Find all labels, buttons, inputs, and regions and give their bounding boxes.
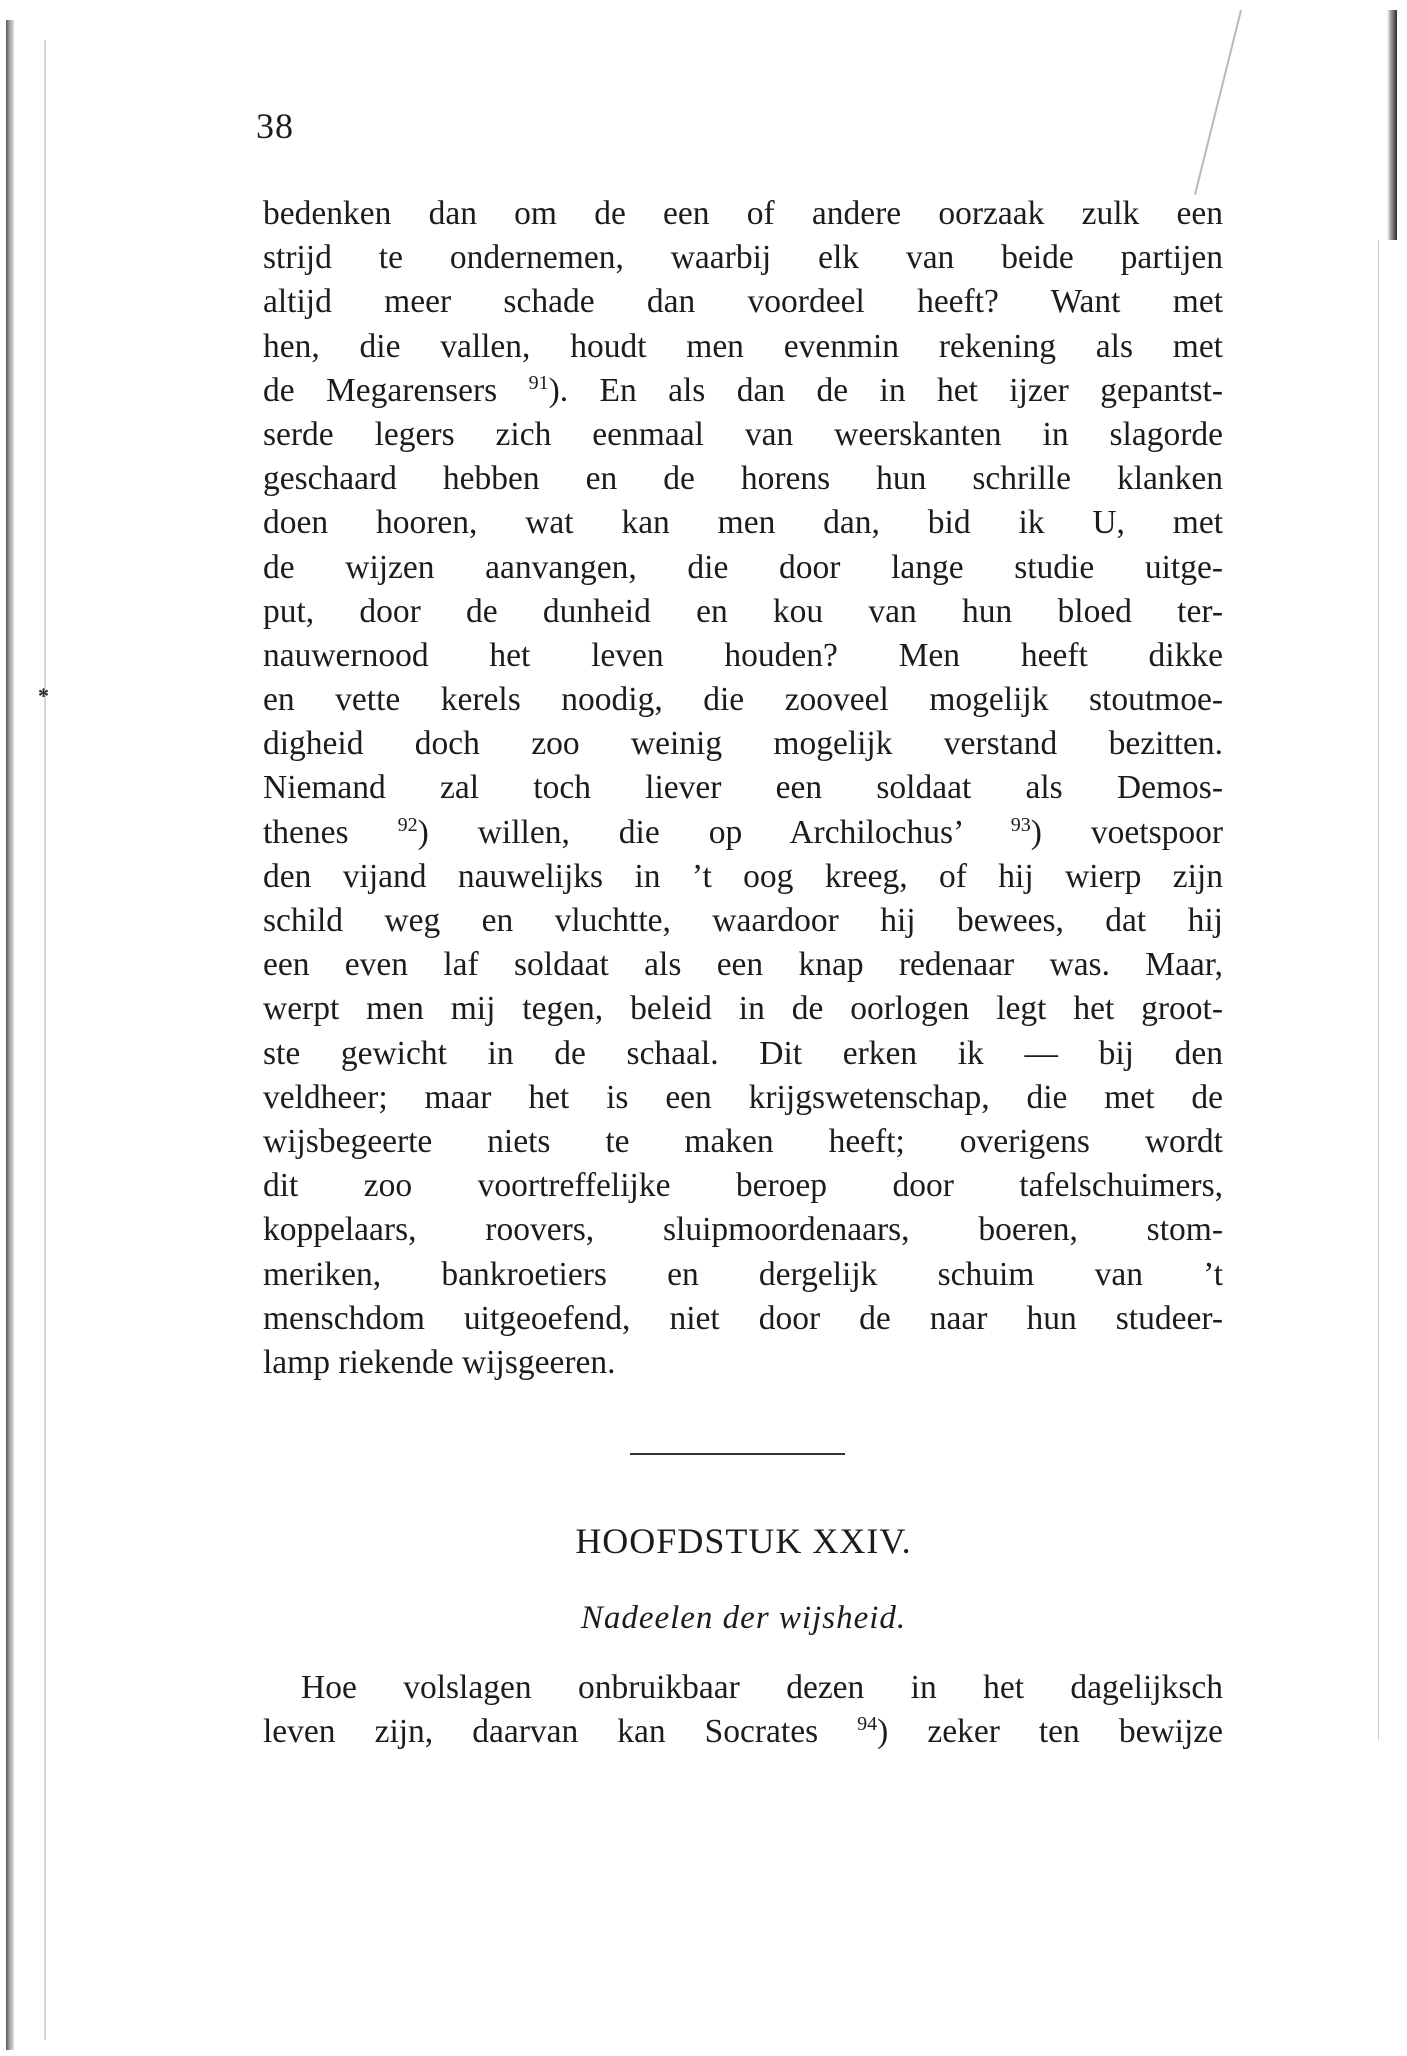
- text-segment: de Megarensers: [263, 371, 529, 409]
- text-line: doen hooren, wat kan men dan, bid ik U, met: [263, 504, 1223, 542]
- text-segment: ) willen, die op Archilochus’: [417, 813, 1011, 851]
- footnote-ref-94: 94: [857, 1713, 878, 1736]
- text-line: den vijand nauwelijks in ’t oog kreeg, of hij wierp zijn: [263, 857, 1223, 895]
- text-line: de wijzen aanvangen, die door lange studie uitge-: [263, 548, 1223, 586]
- text-line: veldheer; maar het is een krijgswetenschap, die met de: [263, 1078, 1223, 1116]
- scan-edge-line: [44, 40, 46, 2040]
- text-line: put, door de dunheid en kou van hun bloed ter-: [263, 592, 1223, 630]
- text-line: Hoe volslagen onbruikbaar dezen in het dagelijksch: [301, 1669, 1223, 1706]
- chapter-first-paragraph: [263, 1666, 1223, 1754]
- text-segment: ). En als dan de in het ijzer gepantst-: [548, 371, 1223, 409]
- scan-edge-right: [1387, 10, 1397, 240]
- section-divider: [630, 1453, 845, 1455]
- text-line: serde legers zich eenmaal van weerskanten in slagorde: [263, 415, 1223, 453]
- text-segment: ) voetspoor: [1030, 813, 1224, 851]
- text-line: schild weg en vluchtte, waardoor hij bewees, dat hij: [263, 902, 1223, 939]
- body-paragraph: [263, 192, 1223, 1385]
- footnote-ref-91: 91: [528, 371, 549, 394]
- footnote-ref-92: 92: [397, 813, 418, 836]
- chapter-subtitle: Nadeelen der wijsheid.: [580, 1600, 907, 1636]
- page-number: 38: [256, 106, 294, 146]
- text-line: Niemand zal toch liever een soldaat als Demos-: [263, 769, 1223, 807]
- text-line: werpt men mij tegen, beleid in de oorlogen legt het groot-: [263, 990, 1223, 1028]
- text-line: [263, 1710, 1223, 1754]
- text-line: geschaard hebben en de horens hun schrille klanken: [263, 460, 1223, 498]
- chapter-heading: HOOFDSTUK XXIV.: [575, 1521, 912, 1561]
- text-segment: thenes: [263, 813, 398, 851]
- margin-mark: *: [38, 683, 49, 708]
- text-segment: leven zijn, daarvan kan Socrates: [263, 1713, 858, 1751]
- text-line: [263, 811, 1223, 855]
- text-line: ste gewicht in de schaal. Dit erken ik — bij den: [263, 1034, 1223, 1072]
- text-line: meriken, bankroetiers en dergelijk schuim van ’t: [263, 1255, 1223, 1293]
- text-line: en vette kerels noodig, die zooveel mogelijk stoutmoe-: [263, 681, 1223, 719]
- text-line: een even laf soldaat als een knap redenaar was. Maar,: [263, 946, 1223, 984]
- text-line: hen, die vallen, houdt men evenmin rekening als met: [263, 327, 1223, 365]
- text-line: dit zoo voortreffelijke beroep door tafelschuimers,: [263, 1167, 1223, 1205]
- text-line: wijsbegeerte niets te maken heeft; overigens wordt: [263, 1122, 1223, 1160]
- text-line: nauwernood het leven houden? Men heeft dikke: [263, 636, 1223, 674]
- text-line: lamp riekende wijsgeeren.: [263, 1343, 616, 1381]
- footnote-ref-93: 93: [1010, 813, 1031, 836]
- text-line: koppelaars, roovers, sluipmoordenaars, boeren, stom-: [263, 1211, 1223, 1249]
- pencil-mark: [1194, 10, 1242, 195]
- text-line: bedenken dan om de een of andere oorzaak zulk een: [263, 195, 1223, 232]
- text-line: strijd te ondernemen, waarbij elk van beide partijen: [263, 239, 1223, 277]
- text-line: menschdom uitgeoefend, niet door de naar hun studeer-: [263, 1299, 1223, 1337]
- text-segment: ) zeker ten bewijze: [877, 1713, 1223, 1751]
- text-line: digheid doch zoo weinig mogelijk verstand bezitten.: [263, 725, 1223, 763]
- scan-edge-left: [6, 20, 14, 2050]
- text-line: altijd meer schade dan voordeel heeft? Want met: [263, 283, 1223, 321]
- scan-edge-right-line: [1378, 240, 1379, 1740]
- text-line: [263, 369, 1223, 413]
